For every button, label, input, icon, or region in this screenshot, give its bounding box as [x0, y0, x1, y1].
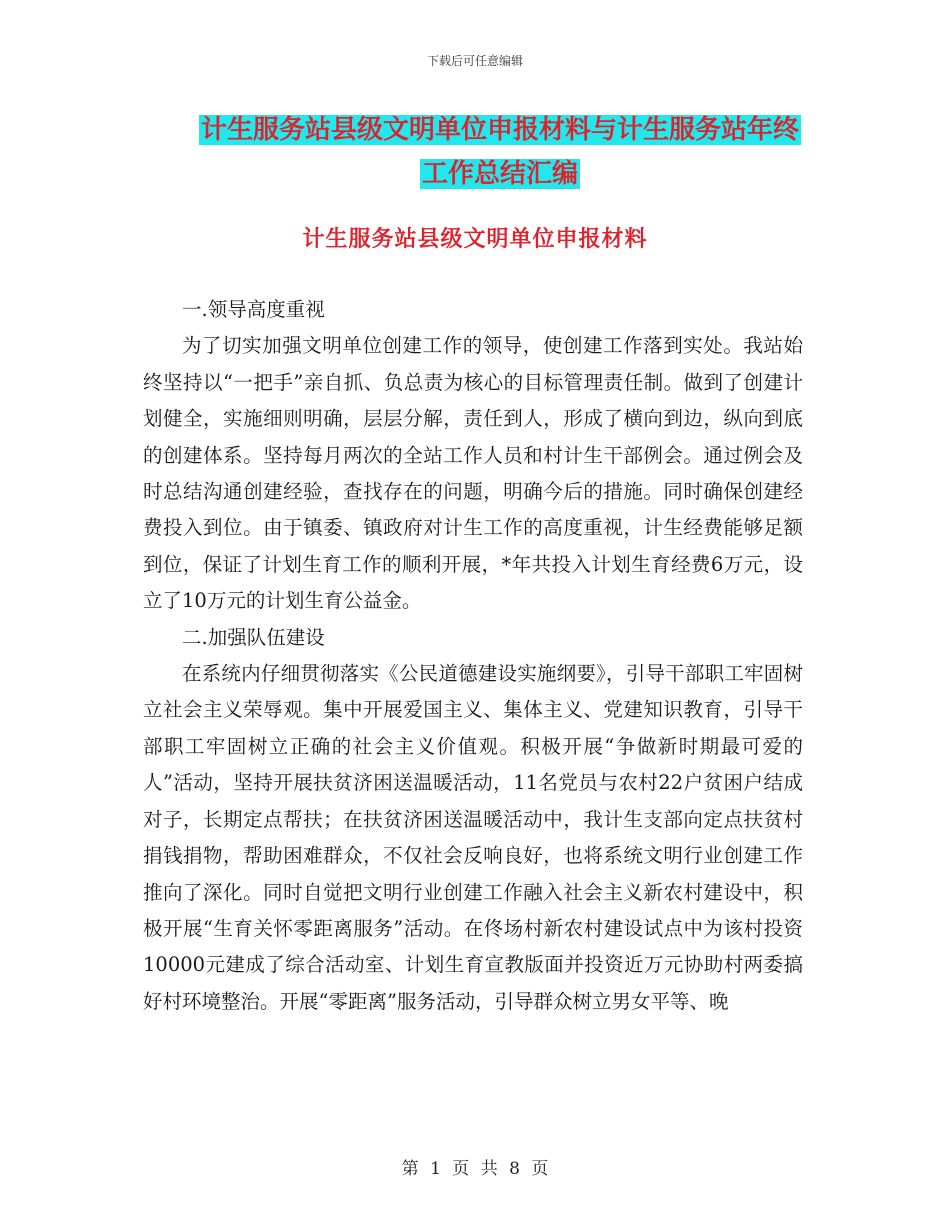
paragraph-1: 为了切实加强文明单位创建工作的领导，使创建工作落到实处。我站始终坚持以“一把手”亲自抓、负总责为核心的目标管理责任制。做到了创建计划健全，实施细则明确，层层分解，责任到人，形成了横向到边，纵向到底的创建体系。坚持每月两次的全站工作人员和村计生干部例会。通过例会及时总结沟通创建经验，查找存在的问题，明确今后的措施。同时确保创建经费投入到位。由于镇委、镇政府对计生工作的高度重视，计生经费能够足额到位，保证了计划生育工作的顺利开展，*年共投入计划生育经费6万元，设立了10万元的计划生育公益金。: [143, 334, 803, 613]
document-body: [143, 292, 803, 1020]
section-heading-2: 二.加强队伍建设: [182, 625, 325, 649]
page-footer: 第 1 页 共 8 页: [401, 1159, 549, 1179]
document-title: [180, 108, 820, 196]
header-note: 下载后可任意编辑: [426, 54, 523, 68]
title-line-2: 工作总结汇编: [421, 159, 578, 189]
paragraph-2: 在系统内仔细贯彻落实《公民道德建设实施纲要》，引导干部职工牢固树立社会主义荣辱观。集中开展爱国主义、集体主义、党建知识教育，引导干部职工牢固树立正确的社会主义价值观。积极开展“争做新时期最可爱的人”活动，坚持开展扶贫济困送温暖活动，11名党员与农村22户贫困户结成对子，长期定点帮扶；在扶贫济困送温暖活动中，我计生支部向定点扶贫村捐钱捐物，帮助困难群众，不仅社会反响良好，也将系统文明行业创建工作推向了深化。同时自觉把文明行业创建工作融入社会主义新农村建设中，积极开展“生育关怀零距离服务”活动。在佟场村新农村建设试点中为该村投资10000元建成了综合活动室、计划生育宣教版面并投资近万元协助村两委搞好村环境整治。开展“零距离”服务活动，引导群众树立男女平等、晚: [143, 662, 803, 1013]
section-title: 计生服务站县级文明单位申报材料: [302, 226, 648, 252]
section-heading-1: 一.领导高度重视: [182, 298, 325, 321]
title-line-1: 计生服务站县级文明单位申报材料与计生服务站年终: [200, 115, 799, 145]
